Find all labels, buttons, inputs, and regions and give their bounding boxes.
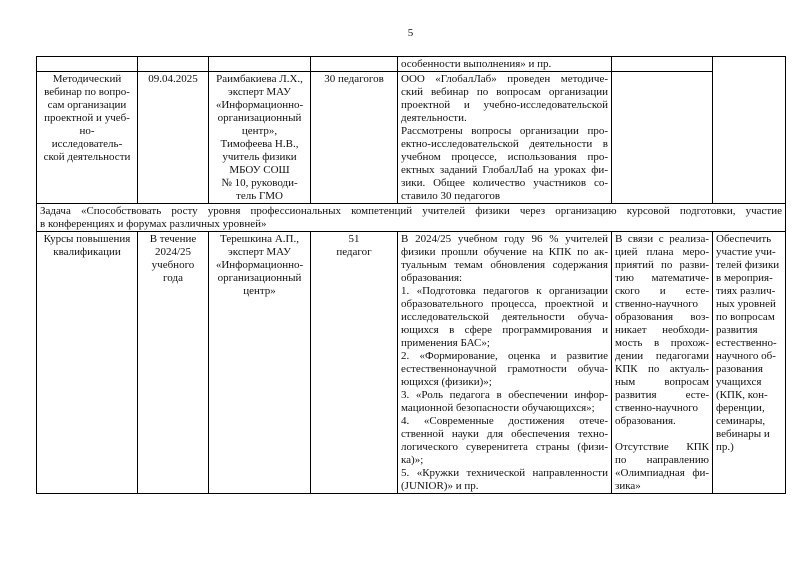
results-cell: ООО «ГлобалЛаб» проведен методиче- ский вебинар по вопросам организации проектной и учебно-исследовательской деятельности. Рассмотрены вопросы организации про- ектно-исследовательской деятельности в учебном процессе, использования про- ектных заданий ГлобалЛаб на уроках фи- зики. Общее количество участников со- ставило 30 педагогов <box>398 72 612 204</box>
event-cell <box>37 57 138 72</box>
results-cell: особенности выполнения» и пр. <box>398 57 612 72</box>
date-cell <box>138 57 209 72</box>
participants-cell <box>311 57 398 72</box>
participants-cell: 51 педагог <box>311 232 398 494</box>
task-row <box>37 204 786 232</box>
event-cell: Курсы повышения квалификации <box>37 232 138 494</box>
recommendations-cell <box>713 57 786 204</box>
organizers-cell <box>209 57 311 72</box>
results-cell: В 2024/25 учебном году 96 % учителей физики прошли обучение на КПК по ак- туальным темам обновления содержания образования: 1. «Подготовка педагогов к организации образовательного процесса, проектной и исследовательской деятельности обуча- ющихся в сфере программирования и применения БАС»; 2. «Формирование, оценка и развитие естественнонаучной грамотности обуча- ющихся (физики)»; 3. «Роль педагога в обеспечении инфор- мационной безопасности обучающихся»; 4. «Современные достижения отече- ственной науки для обеспечения техно- логического суверенитета страны (физи- ка)»; 5. «Кружки технической направленности (JUNIOR)» и пр. <box>398 232 612 494</box>
page-number: 5 <box>407 27 414 39</box>
organizers-cell: Раимбакиева Л.Х., эксперт МАУ «Информационно- организационный центр», Тимофеева Н.В., учитель физики МБОУ СОШ № 10, руководи- тель ГМО <box>209 72 311 204</box>
recommendations-cell: Обеспечить участие учи- телей физики в мероприя- тиях различ- ных уровней по вопросам развития естественно- научного об- разования учащихся (КПК, кон- ференции, семинары, вебинары и пр.) <box>713 232 786 494</box>
participants-cell: 30 педагогов <box>311 72 398 204</box>
webinar-row <box>37 72 786 204</box>
report-table <box>36 56 786 494</box>
task-cell: Задача «Способствовать росту уровня профессиональных компетенций учителей физики через организацию курсовой подготовки, участие в конференциях и форумах различных уровней» <box>37 204 786 232</box>
date-cell: 09.04.2025 <box>138 72 209 204</box>
problems-cell <box>612 57 713 72</box>
date-cell: В течение 2024/25 учебного года <box>138 232 209 494</box>
problems-cell: В связи с реализа- цией плана меро- приятий по разви- тию математиче- ского и есте- ственно-научного образования воз- никает необходи- мость в прохож- дении педагогами КПК по актуаль- ным вопросам развития есте- ственно-научного образования. Отсутствие КПК по направлению «Олимпиадная фи- зика» <box>612 232 713 494</box>
problems-cell <box>612 72 713 204</box>
organizers-cell: Терешкина А.П., эксперт МАУ «Информационно- организационный центр» <box>209 232 311 494</box>
event-cell: Методический вебинар по вопро- сам организации проектной и учеб- но- исследователь- ской деятельности <box>37 72 138 204</box>
continuation-row <box>37 57 786 72</box>
courses-row <box>37 232 786 494</box>
